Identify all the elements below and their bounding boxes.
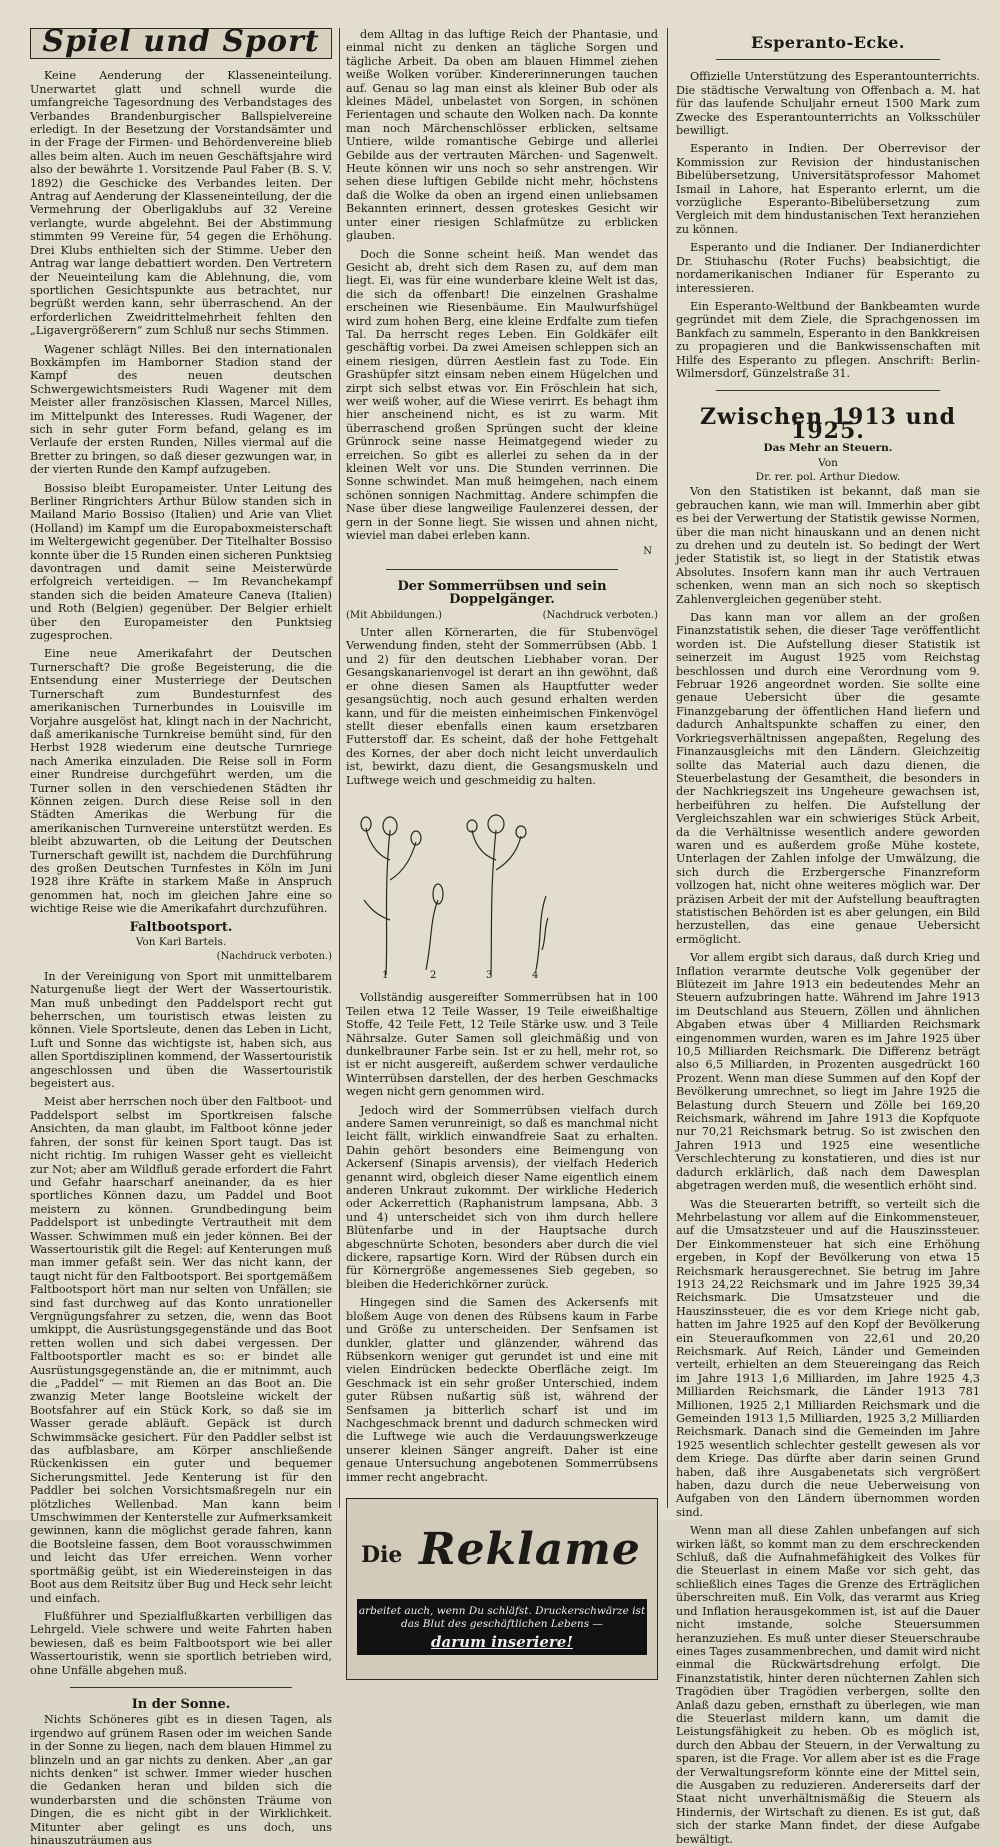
ad-headline: Reklame bbox=[419, 1523, 641, 1575]
article-paragraph: dem Alltag in das luftige Reich der Phantasie, und einmal nicht zu denken an tägliche Sorgen und tägliche Arbeit. Da oben am blauen Himmel ziehen weiße Wolken vorüber. Kindererinnerungen tauchen auf. Genau so lag man einst als kleiner Bub oder als kleines Mädel, unbelastet von Sorgen, in schönen Ferientagen und schaute den Wolken nach. Da konnte man noch Märchenschlösser erblicken, seltsame Untiere, wilde romantische Gebirge und allerlei Gebilde aus der vertrauten Märchen- und Sagenwelt. Heute können wir uns noch so sehr anstrengen. Wir sehen diese luftigen Gebilde nicht mehr, höchstens daß die Wolke da oben an irgend einen unliebsamen Bekannten erinnert, dessen groteskes Gesicht wir unter einer riesigen Schlafmütze zu erblicken glauben. bbox=[346, 28, 658, 243]
article-paragraph: Esperanto und die Indianer. Der Indianerdichter Dr. Stiuhaschu (Roter Fuchs) beabsichtigt, die nordamerikanischen Indianer für Esperanto zu interessieren. bbox=[676, 241, 980, 295]
article-headline: Zwischen 1913 und 1925. bbox=[699, 404, 957, 444]
article-paragraph: Esperanto in Indien. Der Oberrevisor der Kommission zur Revision der hindustanischen Bibelübersetzung, Universitätsprofessor Mahomet Ismail in Lahore, hat Esperanto erlernt, um die vorzügliche Esperanto-Bibelübersetzung zum Vergleich mit dem hindustanischen Text heranziehen zu können. bbox=[676, 142, 980, 236]
plant-illustration bbox=[346, 800, 556, 980]
column-middle bbox=[346, 28, 658, 1651]
copyright-note: (Nachdruck verboten.) bbox=[542, 609, 658, 621]
article-paragraph: Jedoch wird der Sommerrübsen vielfach durch andere Samen verunreinigt, so daß es manchmal nicht leicht fällt, wirklich einwandfreie Saat zu erhalten. Dahin gehört besonders eine Beimengung von Ackersenf (Sinapis arvensis), der vielfach Hederich genannt wird, obgleich dieser Name eigentlich einem anderen Unkraut zukommt. Der wirkliche Hederich oder Ackerrettich (Raphanistrum lampsana, Abb. 3 und 4) unterscheidet sich von ihm durch hellere Blütenfarbe und in der Hauptsache durch abgeschnürte Schoten, besonders aber durch die viel dickere, rapsartige Korn. Wird der Rübsen durch ein für Körnergröße angemessenes Sieb gegeben, so bleiben die Hederichkörner zurück. bbox=[346, 1103, 658, 1291]
article-paragraph: Flußführer und Spezialflußkarten verbilligen das Lehrgeld. Viele schwere und weite Fahrten haben bewiesen, daß es beim Faltbootsport wie bei aller Wassertouristik, wenn sie sportlich betrieben wird, ohne Unfälle abgehen muß. bbox=[30, 1609, 332, 1677]
advertisement bbox=[346, 1498, 658, 1680]
article-paragraph: Bossiso bleibt Europameister. Unter Leitung des Berliner Ringrichters Arthur Bülow standen sich in Mailand Mario Bossiso (Italien) und Arie van Vliet (Holland) im Kampf um die Europaboxmeisterschaft im Weltergewicht gegenüber. Der Titelhalter Bossiso konnte über die 15 Runden einen sicheren Punktsieg davontragen und damit seine Meisterwürde erfolgreich verteidigen. — Im Revanchekampf standen sich die beiden Amateure Caneva (Italien) und Roth (Belgien) gegenüber. Der Belgier erhielt über den Europameister den Punktsieg zugesprochen. bbox=[30, 481, 332, 643]
article-paragraph: Hingegen sind die Samen des Ackersenfs mit bloßem Auge von denen des Rübsens kaum in Farbe und Größe zu unterscheiden. Der Senfsamen ist dunkler, glatter und glänzender, während das Rübsenkorn weniger gut gerundet ist und eine mit vielen Eindrücken bedeckte Oberfläche zeigt. Im Geschmack ist ein sehr großer Unterschied, indem guter Rübsen nußartig süß ist, während der Senfsamen ja bitterlich scharf ist und im Nachgeschmack brennt und dadurch schmecken wird die Luftwege wie auch die Verdauungswerkzeuge unserer kleinen Sänger angreift. Daher ist eine genaue Untersuchung angebotenen Sommerrübsens immer recht angebracht. bbox=[346, 1296, 658, 1484]
ad-text: arbeitet auch, wenn Du schläfst. Druckerschwärze ist das Blut des geschäftlichen Lebens — bbox=[358, 1604, 646, 1631]
ad-word: Die bbox=[361, 1541, 403, 1568]
author-signature: N bbox=[643, 546, 652, 558]
article-paragraph: Wenn man all diese Zahlen unbefangen auf sich wirken läßt, so kommt man zu dem erschreckenden Schluß, daß die Aufnahmefähigkeit des Volkes für die Steuerlast in einem Maße vor sich geht, das schließlich eines Tages die Grenze des Erträglichen überschreiten muß. Ein Volk, das verarmt aus Krieg und Inflation herausgekommen ist, ist auf die Dauer nicht imstande, solche Steuersummen heranzuziehen. Es muß unter dieser Steuerschraube eines Tages zusammenbrechen, und damit wird nicht einmal die Rückwärtsdrehung erfolgt. Die Finanzstatistik, hinter deren nüchternen Zahlen sich Tragödien über Tragödien verbergen, sollte den Anlaß dazu geben, ernsthaft zu überlegen, wie man die Steuerlast mildern kann, um damit die Leistungsfähigkeit zu heben. Ob es möglich ist, durch den Abbau der Steuern, in der Verwaltung zu sparen, ist die Frage. Vor allem aber ist es die Frage der Verwaltungsreform könnte eine der Mittel sein, die Ausgaben zu reduzieren. Andererseits darf der Staat nicht unverhältnismäßig die Steuern als Hindernis, der Wirtschaft zu dienen. Es ist gut, daß sich der starke Mann findet, der diese Aufgabe bewältigt. bbox=[676, 1524, 980, 1846]
article-paragraph: Vor allem ergibt sich daraus, daß durch Krieg und Inflation verarmte deutsche Volk gegenüber der Blütezeit im Jahre 1913 ein bedeutendes Mehr an Steuern aufzubringen hatte. Während im Jahre 1913 im Deutschland aus Steuern, Zöllen und ähnlichen Abgaben etwas über 4 Milliarden Reichsmark eingenommen wurden, waren es im Jahre 1925 über 10,5 Milliarden Reichsmark. Die Differenz beträgt also 6,5 Milliarden, in Prozenten ausgedrückt 160 Prozent. Wenn man diese Summen auf den Kopf der Bevölkerung umrechnet, so liegt im Jahre 1925 die Belastung durch Steuern und Zölle bei 169,20 Reichsmark, während im Jahre 1913 die Kopfquote nur 70,21 Reichsmark betrug. So ist zwischen den Jahren 1913 und 1925 eine wesentliche Verschlechterung zu konstatieren, und dies ist nur dadurch erklärlich, daß nach dem Dawesplan abgetragen werden muß, die wesentlich erhöht sind. bbox=[676, 951, 980, 1193]
article-paragraph: Was die Steuerarten betrifft, so verteilt sich die Mehrbelastung vor allem auf die Einkommensteuer, auf die Umsatzsteuer und auf die Hauszinssteuer. Der Einkommensteuer hat sich eine Erhöhung ergeben, in Kopf der Bevölkerung von etwa 15 Reichsmark herausgerechnet. Sie betrug im Jahre 1913 24,22 Reichsmark und im Jahre 1925 39,34 Reichsmark. Die Umsatzsteuer und die Hauszinssteuer, die es vor dem Kriege nicht gab, hatten im Jahre 1925 auf den Kopf der Bevölkerung ein Steueraufkommen von 22,61 und 20,20 Reichsmark. Auf Reich, Länder und Gemeinden verteilt, erhielten an dem Steuereingang das Reich im Jahre 1913 1,6 Milliarden, im Jahre 1925 4,3 Milliarden Reichsmark, die Länder 1913 781 Millionen, 1925 2,1 Milliarden Reichsmark und die Gemeinden 1913 1,5 Milliarden, 1925 3,2 Milliarden Reichsmark. Danach sind die Gemeinden im Jahre 1925 wesentlich schlechter gestellt gewesen als vor dem Kriege. Das dürfte aber darin seinen Grund haben, daß ihre Ausgabenetats sich vergrößert haben, dazu durch die neue Ueberweisung von Aufgaben von den Ländern übernommen worden sind. bbox=[676, 1197, 980, 1519]
figure-label: 3 bbox=[486, 969, 493, 981]
column-rule bbox=[339, 28, 340, 1508]
copyright-note: (Nachdruck verboten.) bbox=[216, 951, 332, 963]
figure-note: (Mit Abbildungen.) bbox=[346, 609, 443, 621]
article-paragraph: Nichts Schöneres gibt es in diesen Tagen, als irgendwo auf grünem Rasen oder im weichen Sande in der Sonne zu liegen, nach dem blauen Himmel zu blinzeln und an gar nichts zu denken. Aber „an gar nichts denken“ ist schwer. Immer wieder huschen die Gedanken heran und bilden sich die wunderbarsten und die schönsten Träume von Dingen, die es nicht gibt in der Wirklichkeit. Mitunter aber gelingt es uns doch, uns hinauszuträumen aus bbox=[30, 1713, 332, 1847]
article-paragraph: Offizielle Unterstützung des Esperantounterrichts. Die städtische Verwaltung von Offenbach a. M. hat für das laufende Schuljahr erneut 1500 Mark zum Zwecke des Esperantounterrichts an Volksschüler bewilligt. bbox=[676, 70, 980, 138]
article-title: Faltbootsport. bbox=[129, 919, 233, 935]
article-byline: Von bbox=[818, 456, 838, 469]
article-paragraph: Keine Aenderung der Klasseneinteilung. Unerwartet glatt und schnell wurde die umfangreiche Tagesordnung des Verbandstages des Verbandes Brandenburgischer Ballspielvereine erledigt. In der Besetzung der Vorstandsämter und in der Frage der Firmen- und Behördenvereine blieb alles beim alten. Auch im neuen Geschäftsjahre wird also der bewährte 1. Vorsitzende Paul Faber (B. S. V. 1892) die Geschicke des Verbandes leiten. Der Antrag auf Aenderung der Klasseneinteilung, der die Vermehrung der Oberligaklubs auf 32 Vereine verlangte, wurde abgelehnt. Bei der Abstimmung stimmten 99 Vereine für, 54 gegen die Erhöhung. Drei Klubs enthielten sich der Stimme. Ueber den Antrag war lange debattiert worden. Den Vertretern der Neueinteilung kam die Ablehnung, die, vom sportlichen Gesichtspunkte aus betrachtet, nur begrüßt werden kann, sehr überraschend. An der erforderlichen Zweidrittelmehrheit fehlten den „Ligavergrößerern“ zum Schluß nur sechs Stimmen. bbox=[30, 69, 332, 338]
ad-call-to-action: darum inseriere! bbox=[431, 1632, 573, 1651]
article-paragraph: Das kann man vor allem an der großen Finanzstatistik sehen, die dieser Tage veröffentlicht worden ist. Die Aufstellung dieser Statistik ist seinerzeit im August 1925 vom Reichstag beschlossen und durch eine Verordnung vom 9. Februar 1926 angeordnet worden. Sie sollte eine genaue Uebersicht über die gesamte Finanzgebarung der öffentlichen Hand liefern und dadurch Anhaltspunkte schaffen zu einer, den Vorkriegsverhältnissen angepaßten, Regelung des Finanzausgleichs mit den Ländern. Gleichzeitig sollte das Material auch dazu dienen, die Steuerbelastung der Gesamtheit, die besonders in der Nachkriegszeit ins Ungeheure gewachsen ist, herbeiführen zu helfen. Die Aufstellung der Vergleichszahlen war ein schwieriges Stück Arbeit, da die Verhältnisse wesentlich andere geworden waren und es außerdem große Mühe kostete, Unterlagen der Zahlen infolge der Umwälzung, die sich durch die Erzbergersche Finanzreform vollzogen hat, nicht ohne weiteres möglich war. Der präzisen Arbeit der mit der Aufstellung beauftragten statistischen Behörden ist es aber gelungen, ein Bild herzustellen, das eine genaue Uebersicht ermöglicht. bbox=[676, 611, 980, 946]
article-paragraph: Von den Statistiken ist bekannt, daß man sie gebrauchen kann, wie man will. Immerhin aber gibt es bei der Verwertung der Statistik gewisse Normen, über die man nicht hinauskann und an denen nicht zu drehen und zu deuteln ist. So bedingt der Wert jeder Statistik ist, so liegt in der Statistik etwas Absolutes. Insofern kann man ihr auch Vertrauen schenken, wenn man an sich noch so skeptisch Zahlenvergleichen gegenüber steht. bbox=[676, 485, 980, 606]
article-subtitle: Das Mehr an Steuern. bbox=[763, 442, 893, 455]
column-right bbox=[676, 28, 980, 1846]
article-paragraph: In der Vereinigung von Sport mit unmittelbarem Naturgenuße liegt der Wert der Wassertouristik. Man muß unbedingt den Paddelsport recht gut beherrschen, um touristisch etwas leisten zu können. Viele Sportsleute, denen das Leben in Licht, Luft und Sonne das wichtigste ist, haben sich, aus allen Sportdisziplinen kommend, der Wassertouristik angeschlossen und üben die Wassertouristik begeistert aus. bbox=[30, 969, 332, 1091]
article-byline: Von Karl Bartels. bbox=[135, 936, 227, 948]
article-paragraph: Vollständig ausgereifter Sommerrübsen hat in 100 Teilen etwa 12 Teile Wasser, 19 Teile eiweißhaltige Stoffe, 42 Teile Fett, 12 Teile Stärke usw. und 3 Teile Nährsalze. Guter Samen soll gleichmäßig und von dunkelbrauner Farbe sein. Ist er zu hell, mehr rot, so ist er nicht ausgereift, außerdem schwer verdauliche Winterrübsen darstellen, der des herben Geschmacks wegen nicht gern genommen wird. bbox=[346, 991, 658, 1099]
article-paragraph: Meist aber herrschen noch über den Faltboot- und Paddelsport selbst im Sportkreisen falsche Ansichten, da man glaubt, im Faltboot könne jeder fahren, der sonst für keinen Sport taugt. Das ist nicht richtig. Im ruhigen Wasser geht es vielleicht zur Not; aber am Wildfluß gerade erfordert die Fahrt und Gefahr haarscharf aneinander, da es hier sportliches Können dazu, um Paddel und Boot meistern zu können. Grundbedingung beim Paddelsport ist unbedingte Vertrautheit mit dem Wasser. Schwimmen muß ein jeder können. Bei der Wassertouristik gilt die Regel: auf Kenterungen muß man immer gefaßt sein. Wer das nicht kann, der taugt nicht für den Faltbootsport. Bei sportgemäßem Faltbootsport hört man nur selten von Unfällen; sie sind fast durchweg auf das Konto unrationeller Vergnügungsfahrer zu setzen, die, wenn das Boot umkippt, die Ausrüstungsgegenstände und das Boot retten wollen und sich dabei vergessen. Der Faltbootsportler macht es so: er bindet alle Ausrüstungsgegenstände an, die er mitnimmt, auch die „Paddel“ — mit Riemen an das Boot an. Die zwanzig Meter lange Bootsleine wickelt der Bootsfahrer auf ein Stück Kork, so daß sie im Wasser gerade abläuft. Gepäck ist durch Schwimmsäcke gesichert. Für den Paddler selbst ist das aufblasbare, am Körper anschließende Rückenkissen ein guter und bequemer Sicherungsmittel. Jede Kenterung ist für den Paddler bei solchen Vorsichtsmaßregeln nur ein plötzliches Wellenbad. Man kann beim Umschwimmen der Kenterstelle zur Aufmerksamkeit gewinnen, kann die möglichst gerade fahren, kann die Bootsleine fassen, dem Boot vorausschwimmen und leicht das Ufer erreichen. Wenn vorher sportmäßig geübt, ist ein Wiedereinsteigen in das Boot aus dem Reitsitz über Bug und Heck sehr leicht und einfach. bbox=[30, 1095, 333, 1605]
figure-label: 4 bbox=[532, 969, 539, 981]
divider bbox=[716, 59, 940, 60]
figure-label: 2 bbox=[430, 969, 437, 981]
article-paragraph: Unter allen Körnerarten, die für Stubenvögel Verwendung finden, steht der Sommerrübsen (Abb. 1 und 2) für den deutschen Liebhaber voran. Der Gesangskanarienvogel ist derart an ihn gewöhnt, daß er ohne diesen Samen als Hauptfutter weder gesangsüchtig, noch auch gesund erhalten werden kann, und für die meisten einheimischen Finkenvögel stellt dieser ebenfalls einen kaum ersetzbaren Futterstoff dar. Es scheint, daß der hohe Fettgehalt des Kornes, der aber doch nicht leicht unverdaulich ist, bewirkt, dazu dient, die Gesangsmuskeln und Luftwege weich und geschmeidig zu halten. bbox=[346, 626, 658, 787]
article-paragraph: Wagener schlägt Nilles. Bei den internationalen Boxkämpfen im Hamborner Stadion stand der Kampf des neuen deutschen Schwergewichtsmeisters Rudi Wagener mit dem Meister aller französischen Klassen, Marcel Nilles, im Mittelpunkt des Interesses. Rudi Wagener, der sich in sehr guter Form befand, gelang es im Verlaufe der ersten Runden, Nilles viermal auf die Bretter zu bringen, so daß dieser gezwungen war, in der vierten Runde den Kampf aufzugeben. bbox=[30, 342, 332, 477]
ad-text-box bbox=[357, 1599, 647, 1655]
article-paragraph: Ein Esperanto-Weltbund der Bankbeamten wurde gegründet mit dem Ziele, die Sprachgenossen im Bankfach zu sammeln, Esperanto in den Bankkreisen zu propagieren und die Bankwissenschaften mit Hilfe des Esperanto zu pflegen. Anschrift: Berlin-Wilmersdorf, Günzelstraße 31. bbox=[676, 299, 980, 380]
article-title: Der Sommerrübsen und sein Doppelgänger. bbox=[397, 578, 607, 608]
column-left bbox=[30, 24, 333, 1847]
section-title: Esperanto-Ecke. bbox=[751, 33, 905, 52]
divider bbox=[70, 1687, 292, 1688]
divider bbox=[386, 569, 618, 570]
article-paragraph: Doch die Sonne scheint heiß. Man wendet das Gesicht ab, dreht sich dem Rasen zu, auf dem man liegt. Ei, was für eine wunderbare kleine Welt ist das, die sich da offenbart! Die einzelnen Grashalme erscheinen wie Riesenbäume. Ein Maulwurfshügel wird zum hohen Berg, eine kleine Erdfalte zum tiefen Tal. Da herrscht reges Leben. Ein Goldkäfer eilt geschäftig vorbei. Da zwei Ameisen schleppen sich an einem riesigen, dürren Aestlein fast zu Tode. Ein Grashüpfer sitzt einsam neben einem Hügelchen und zirpt sich selbst etwas vor. Ein Fröschlein hat sich, wer weiß woher, auf die Wiese verirrt. Es behagt ihm hier anscheinend nicht, es ist zu warm. Mit überraschend großen Sprüngen sucht der kleine Grünrock seine nasse Heimatgegend wieder zu erreichen. So gibt es allerlei zu sehen da in der kleinen Welt vor uns. Die Stunden verrinnen. Die Sonne schwindet. Man muß heimgehen, nach einem schönen sonnigen Nachmittag. Andere schimpfen die Nase über diese langweilige Faulenzerei dessen, der gern in der Sonne liegt. Sie wissen und ahnen nicht, wieviel man dabei erleben kann. bbox=[346, 247, 658, 543]
article-title: In der Sonne. bbox=[131, 1696, 231, 1712]
article-paragraph: Eine neue Amerikafahrt der Deutschen Turnerschaft? Die große Begeisterung, die die Entsendung einer Musterriege der Deutschen Turnerschaft zum Bundesturnfest des amerikanischen Turnerbundes in Louisville im Vorjahre ausgelöst hat, klingt nach in der Nachricht, daß amerikanische Turnkreise bemüht sind, für den Herbst 1928 wiederum eine deutsche Turnriege nach Amerika einzuladen. Die Reise soll in Form einer Rundreise durchgeführt werden, um die Turner sollen in den verschiedenen Städten ihr Können zeigen. Durch diese Reise soll in den Städten Amerikas die Werbung für die amerikanischen Turnvereine unterstützt werden. Es bleibt abzuwarten, ob die Leitung der Deutschen Turnerschaft gewillt ist, nachdem die Durchführung des großen Deutschen Turnfestes in Köln im Juni 1928 ihre Kräfte in starkem Maße in Anspruch genommen hat, noch im gleichen Jahre eine so wichtige Reise wie die Amerikafahrt durchzuführen. bbox=[30, 647, 332, 916]
section-masthead: Spiel und Sport bbox=[30, 28, 332, 59]
column-rule bbox=[667, 28, 668, 1508]
divider bbox=[716, 390, 940, 391]
figure-label: 1 bbox=[382, 969, 389, 981]
article-author: Dr. rer. pol. Arthur Diedow. bbox=[755, 470, 901, 483]
